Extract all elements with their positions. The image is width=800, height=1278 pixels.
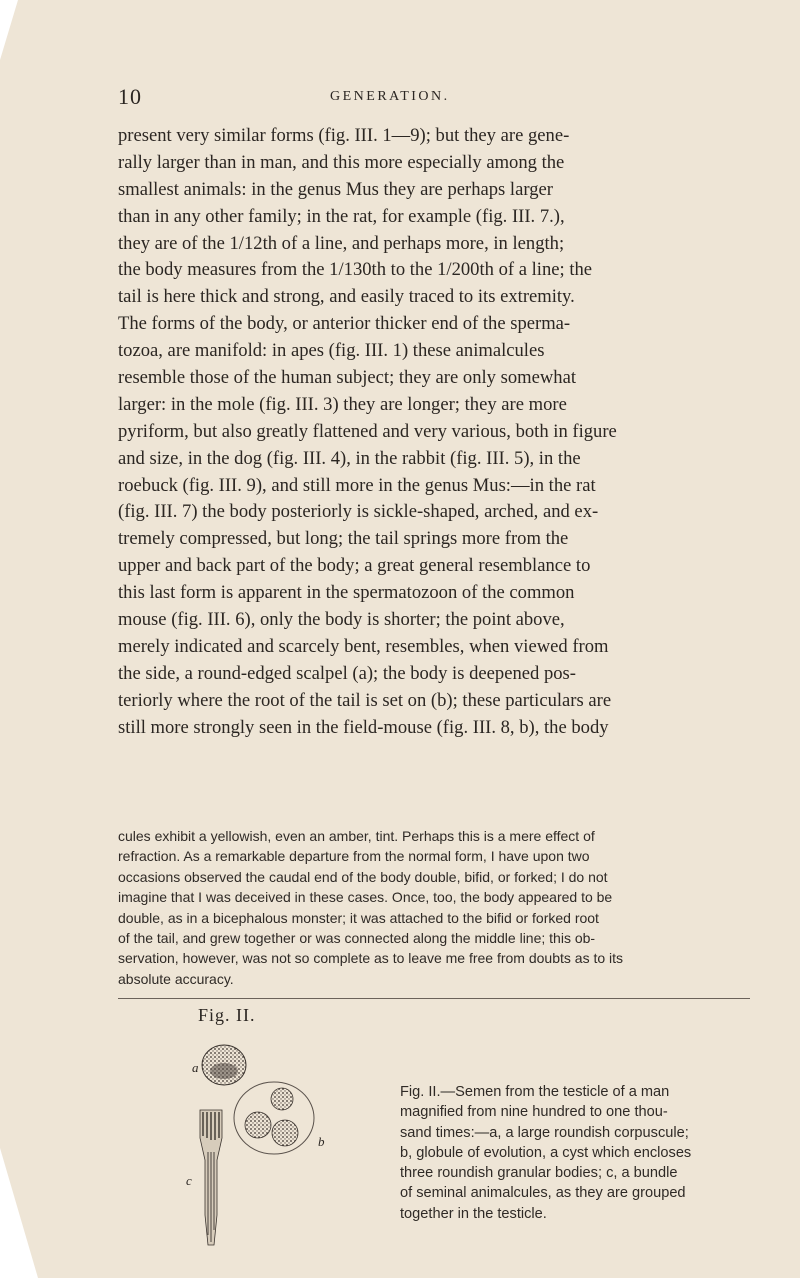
- footnote-line: occasions observed the caudal end of the body double, bifid, or forked; I do not: [118, 868, 608, 885]
- body-line: tozoa, are manifold: in apes (fig. III. 1) these animalcules: [118, 340, 545, 362]
- body-paragraph: [118, 123, 750, 741]
- body-line: tremely compressed, but long; the tail springs more from the: [118, 528, 569, 550]
- animalcule-bundle: [200, 1110, 222, 1245]
- caption-line: three roundish granular bodies; c, a bundle: [400, 1165, 678, 1182]
- large-corpuscule: [202, 1045, 246, 1085]
- body-line: than in any other family; in the rat, for example (fig. III. 7.),: [118, 205, 565, 227]
- footnote-line: of the tail, and grew together or was connected along the middle line; this ob-: [118, 929, 596, 946]
- footnote-line: imagine that I was deceived in these cases. Once, too, the body appeared to be: [118, 889, 613, 906]
- body-line: upper and back part of the body; a great general resemblance to: [118, 555, 591, 577]
- label-a: a: [192, 1060, 199, 1075]
- body-line: tail is here thick and strong, and easily traced to its extremity.: [118, 286, 575, 308]
- body-line: the body measures from the 1/130th to the 1/200th of a line; the: [118, 259, 593, 281]
- body-line: this last form is apparent in the spermatozoon of the common: [118, 582, 575, 604]
- caption-line: magnified from nine hundred to one thou-: [400, 1104, 668, 1121]
- body-line: they are of the 1/12th of a line, and perhaps more, in length;: [118, 232, 565, 254]
- body-line: pyriform, but also greatly flattened and very various, both in figure: [118, 420, 617, 442]
- footnote: [118, 826, 750, 989]
- figure-caption: [400, 1082, 750, 1224]
- body-line: and size, in the dog (fig. III. 4), in the rabbit (fig. III. 5), in the: [118, 447, 581, 469]
- body-line: smallest animals: in the genus Mus they are perhaps larger: [118, 178, 553, 200]
- caption-line: sand times:—a, a large roundish corpuscule;: [400, 1124, 689, 1141]
- globule-of-evolution: [234, 1082, 314, 1154]
- body-line: mouse (fig. III. 6), only the body is shorter; the point above,: [118, 609, 565, 631]
- semen-illustration: [170, 1040, 390, 1260]
- label-b: b: [318, 1134, 325, 1149]
- page-corner-top: [0, 0, 18, 60]
- body-line: the side, a round-edged scalpel (a); the body is deepened pos-: [118, 662, 576, 684]
- figure-title: Fig. II.: [198, 1005, 256, 1025]
- footnote-line: refraction. As a remarkable departure from the normal form, I have upon two: [118, 848, 590, 865]
- footnote-line: absolute accuracy.: [118, 970, 234, 987]
- caption-line: of seminal animalcules, as they are grouped: [400, 1185, 686, 1202]
- caption-line: b, globule of evolution, a cyst which encloses: [400, 1144, 692, 1161]
- footnote-line: cules exhibit a yellowish, even an amber, tint. Perhaps this is a mere effect of: [118, 828, 595, 844]
- footnote-line: double, as in a bicephalous monster; it was attached to the bifid or forked root: [118, 909, 599, 926]
- body-line: teriorly where the root of the tail is set on (b); these particulars are: [118, 689, 612, 711]
- body-line: still more strongly seen in the field-mouse (fig. III. 8, b), the body: [118, 716, 609, 738]
- body-line: resemble those of the human subject; they are only somewhat: [118, 367, 576, 389]
- body-line: The forms of the body, or anterior thicker end of the sperma-: [118, 313, 571, 335]
- body-line: present very similar forms (fig. III. 1—9); but they are gene-: [118, 125, 570, 146]
- page-number: 10: [118, 84, 142, 109]
- body-line: roebuck (fig. III. 9), and still more in the genus Mus:—in the rat: [118, 474, 596, 496]
- body-line: rally larger than in man, and this more especially among the: [118, 151, 565, 173]
- running-title: GENERATION.: [330, 89, 450, 104]
- label-c: c: [186, 1173, 192, 1188]
- body-line: (fig. III. 7) the body posteriorly is sickle-shaped, arched, and ex-: [118, 501, 599, 523]
- caption-line: together in the testicle.: [400, 1205, 547, 1222]
- footnote-line: servation, however, was not so complete as to leave me free from doubts as to its: [118, 950, 624, 967]
- caption-line: Fig. II.—Semen from the testicle of a man: [400, 1084, 670, 1100]
- page-corner-bottom: [0, 1148, 38, 1278]
- footnote-rule: [118, 998, 750, 999]
- body-line: larger: in the mole (fig. III. 3) they are longer; they are more: [118, 393, 567, 415]
- body-line: merely indicated and scarcely bent, resembles, when viewed from: [118, 635, 609, 657]
